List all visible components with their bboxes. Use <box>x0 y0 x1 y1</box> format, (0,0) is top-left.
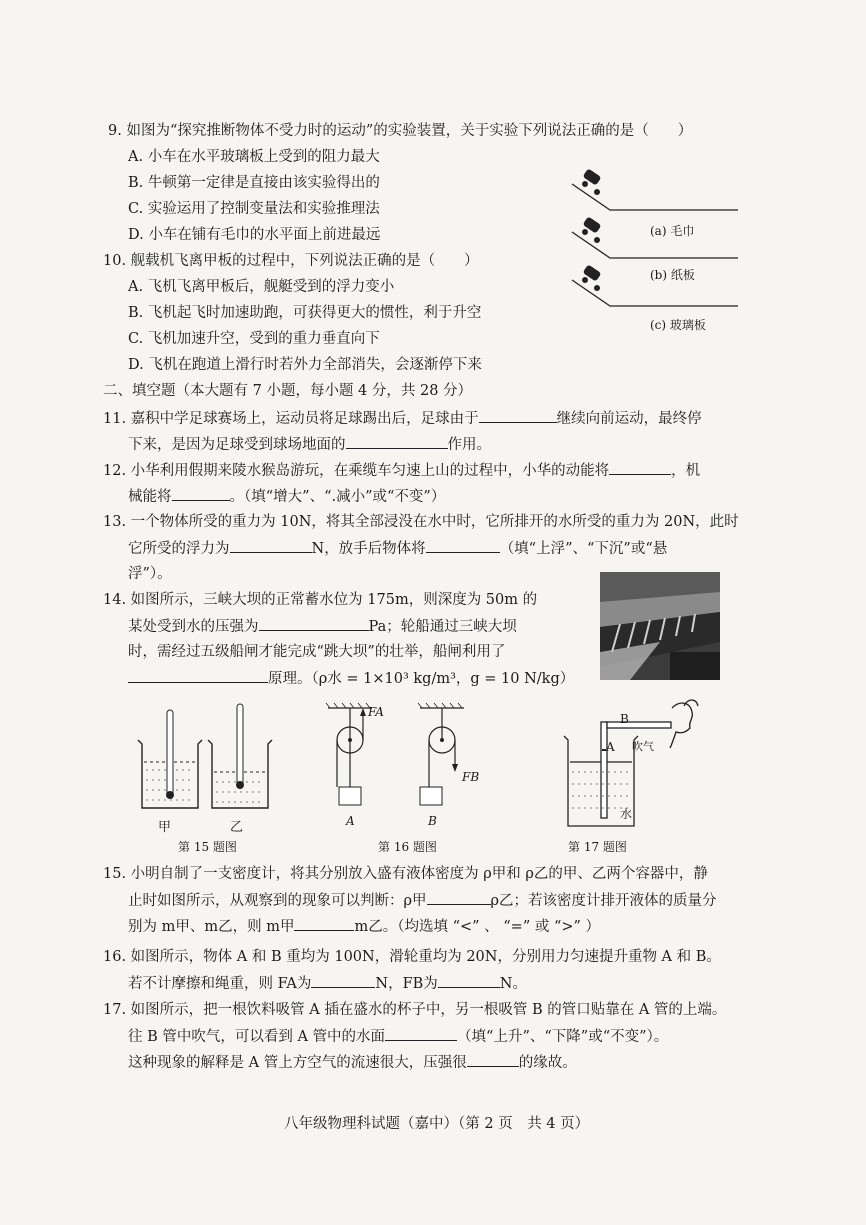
q13-line3: 浮”）。 <box>128 566 172 582</box>
q12-line2 <box>128 486 445 507</box>
q9-stem: 9. 如图为“探究推断物体不受力时的运动”的实验装置，关于实验下列说法正确的是（ ） <box>108 123 693 139</box>
q13-text-b: 它所受的浮力为 <box>128 541 230 557</box>
fig15-label-yi: 乙 <box>230 820 244 835</box>
fig17-label-b: B <box>620 712 629 726</box>
fig15-caption: 第 15 题图 <box>178 840 237 854</box>
q15-text-d: 别为 m甲、m乙，则 m甲 <box>128 919 295 935</box>
q15-line2 <box>128 890 717 911</box>
q15-blank-2[interactable] <box>294 916 354 931</box>
q10-stem: 10. 舰载机飞离甲板的过程中，下列说法正确的是（ ） <box>103 253 479 269</box>
q16-text-c: N，FB为 <box>375 976 438 992</box>
q10-option-c: C. 飞机加速升空，受到的重力垂直向下 <box>128 331 380 347</box>
q14-line4 <box>128 668 574 689</box>
q9-option-c: C. 实验运用了控制变量法和实验推理法 <box>128 201 380 217</box>
fig17-label-water: 水 <box>620 807 633 821</box>
fig17-caption: 第 17 题图 <box>568 840 627 854</box>
q15-text-e: m乙。（均选填 “<” 、 “=” 或 “>” ） <box>354 919 601 935</box>
q16-line2 <box>128 973 527 994</box>
fig16-label-fb: FB <box>462 770 480 784</box>
page-footer: 八年级物理科试题（嘉中）（第 2 页 共 4 页） <box>284 1116 590 1132</box>
fig17-label-blow: 吹气 <box>632 740 654 753</box>
q17-blank-1[interactable] <box>385 1026 457 1041</box>
three-gorges-dam-photo <box>600 572 720 680</box>
q15-text-b: 止时如图所示，从观察到的现象可以判断：ρ甲 <box>128 893 427 909</box>
fig15-density-meter <box>130 700 280 820</box>
q12-line1 <box>103 460 700 481</box>
q15-blank-1[interactable] <box>427 890 491 905</box>
q14-text-b: 某处受到水的压强为 <box>128 619 259 635</box>
q9-label-b: (b) 纸板 <box>650 268 695 282</box>
q16-text-d: N。 <box>499 976 527 992</box>
fig16-label-a: A <box>346 814 355 828</box>
q13-text-d: （填“上浮”、“下沉”或“悬 <box>499 541 668 557</box>
q17-line2 <box>128 1026 668 1047</box>
q14-text-e: 原理。（ρ水 = 1×10³ kg/m³，g = 10 N/kg） <box>268 671 575 687</box>
q9-label-a: (a) 毛巾 <box>650 224 695 238</box>
q11-blank-2[interactable] <box>346 434 448 449</box>
q12-text-a: 12. 小华利用假期来陵水猴岛游玩，在乘缆车匀速上山的过程中，小华的动能将 <box>103 463 610 479</box>
fig16-caption: 第 16 题图 <box>378 840 437 854</box>
q11-text-b: 继续向前运动，最终停 <box>556 411 702 427</box>
q15-line3 <box>128 916 600 937</box>
fig16-label-fa: FA <box>368 705 384 719</box>
q17-blank-2[interactable] <box>467 1052 519 1067</box>
q17-text-e: 的缘故。 <box>518 1055 577 1071</box>
q13-blank-2[interactable] <box>426 538 500 553</box>
q13-text-c: N，放手后物体将 <box>311 541 426 557</box>
q9-ramp-figure <box>570 162 740 337</box>
q12-text-d: 。（填“增大”、“.减小”或“不变”） <box>229 489 446 505</box>
q17-text-b: 往 B 管中吹气，可以看到 A 管中的水面 <box>128 1029 386 1045</box>
q11-text-c: 下来，是因为足球受到球场地面的 <box>128 437 346 453</box>
q9-option-d: D. 小车在铺有毛巾的水平面上前进最远 <box>128 227 381 243</box>
q16-blank-1[interactable] <box>311 973 375 988</box>
q17-text-d: 这种现象的解释是 A 管上方空气的流速很大，压强很 <box>128 1055 467 1071</box>
q9-option-b: B. 牛顿第一定律是直接由该实验得出的 <box>128 175 380 191</box>
q9-option-a: A. 小车在水平玻璃板上受到的阻力最大 <box>128 149 380 165</box>
q12-text-b: ，机 <box>671 463 701 479</box>
q17-line3 <box>128 1052 577 1073</box>
q13-line1: 13. 一个物体所受的重力为 10N，将其全部浸没在水中时，它所排开的水所受的重力为 20N，此时 <box>103 514 739 530</box>
q16-line1: 16. 如图所示，物体 A 和 B 重均为 100N，滑轮重均为 20N，分别用力匀速提升重物 A 和 B。 <box>103 949 721 965</box>
q17-text-c: （填“上升”、“下降”或“不变”）。 <box>457 1029 669 1045</box>
fig16-label-b: B <box>428 814 437 828</box>
q12-blank-2[interactable] <box>172 486 230 501</box>
q15-text-c: ρ乙；若该密度计排开液体的质量分 <box>490 893 717 909</box>
q11-text-d: 作用。 <box>447 437 491 453</box>
q14-text-c: Pa；轮船通过三峡大坝 <box>368 619 517 635</box>
q14-line3: 时，需经过五级船闸才能完成“跳大坝”的壮举，船闸利用了 <box>128 644 506 660</box>
q14-blank-1[interactable] <box>259 616 369 631</box>
q11-line2 <box>128 434 491 455</box>
section-heading: 二、填空题（本大题有 7 小题，每小题 4 分，共 28 分） <box>103 383 473 399</box>
q10-option-b: B. 飞机起飞时加速助跑，可获得更大的惯性，利于升空 <box>128 305 482 321</box>
q13-line2 <box>128 538 667 559</box>
q10-option-a: A. 飞机飞离甲板后，舰艇受到的浮力变小 <box>128 279 395 295</box>
q15-line1: 15. 小明自制了一支密度计，将其分别放入盛有液体密度为 ρ甲和 ρ乙的甲、乙两个容器中，静 <box>103 866 708 882</box>
q16-text-b: 若不计摩擦和绳重，则 FA为 <box>128 976 312 992</box>
q12-text-c: 械能将 <box>128 489 172 505</box>
q17-line1: 17. 如图所示，把一根饮料吸管 A 插在盛水的杯子中，另一根吸管 B 的管口贴靠在 A 管的上端。 <box>103 1002 727 1018</box>
q14-line2 <box>128 616 517 637</box>
q12-blank-1[interactable] <box>609 460 671 475</box>
q14-blank-2[interactable] <box>128 668 268 683</box>
q11-blank-1[interactable] <box>479 408 557 423</box>
fig17-label-a: A <box>606 740 615 754</box>
q14-line1: 14. 如图所示，三峡大坝的正常蓄水位为 175m，则深度为 50m 的 <box>103 592 538 608</box>
q11-text-a: 11. 嘉积中学足球赛场上，运动员将足球踢出后，足球由于 <box>103 411 479 427</box>
q10-option-d: D. 飞机在跑道上滑行时若外力全部消失，会逐渐停下来 <box>128 357 482 373</box>
fig16-pulleys <box>320 702 480 812</box>
q13-blank-1[interactable] <box>230 538 312 553</box>
q16-blank-2[interactable] <box>438 973 500 988</box>
q11-line1 <box>103 408 702 429</box>
fig15-label-jia: 甲 <box>158 820 172 835</box>
q9-label-c: (c) 玻璃板 <box>650 318 706 332</box>
